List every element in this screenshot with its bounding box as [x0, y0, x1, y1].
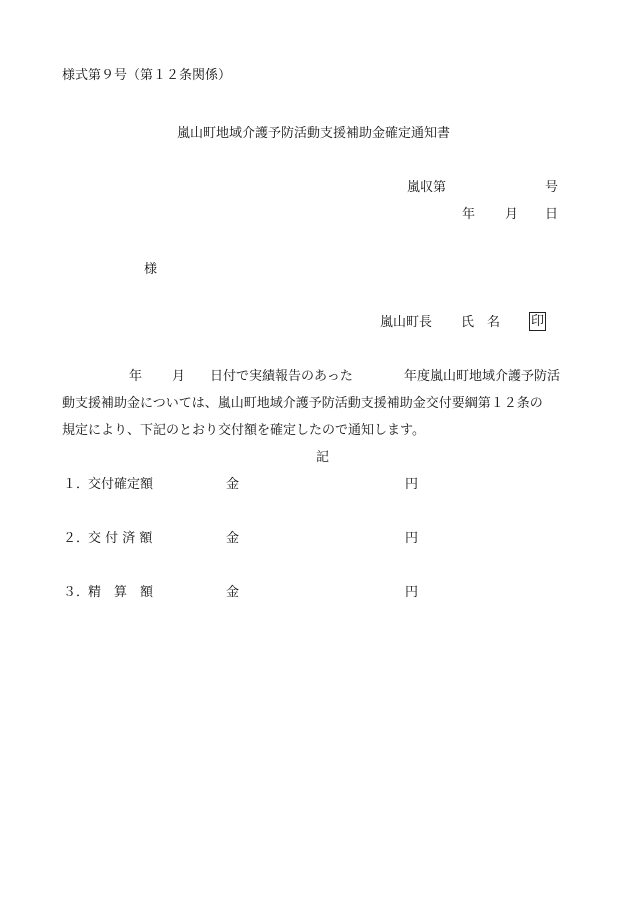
date-year: 年 — [462, 207, 476, 222]
document-title: 嵐山町地域介護予防活動支援補助金確定通知書 — [177, 126, 451, 141]
doc-number-suffix: 号 — [545, 180, 559, 195]
form-label: 様式第９号（第１２条関係） — [62, 68, 232, 83]
body-fiscal-text: 年度嵐山町地域介護予防活 — [404, 369, 561, 384]
sender-name-label: 氏 名 — [461, 315, 501, 330]
seal-text: 印 — [531, 314, 545, 329]
item-yen: 円 — [405, 477, 419, 492]
item-kin: 金 — [226, 585, 240, 600]
body-year: 年 — [129, 369, 143, 384]
item-label: 交 付 済 額 — [88, 531, 153, 546]
item-yen: 円 — [405, 531, 419, 546]
seal-stamp — [529, 312, 546, 331]
item-number: １． — [63, 477, 90, 492]
body-line-2: 動支援補助金については、嵐山町地域介護予防活動支援補助金交付要綱第１２条の — [62, 396, 543, 411]
date-day: 日 — [545, 207, 559, 222]
item-number: ２． — [63, 531, 90, 546]
addressee-honorific: 様 — [144, 262, 158, 277]
date-month: 月 — [505, 207, 519, 222]
body-month: 月 — [172, 369, 186, 384]
item-label: 精 算 額 — [88, 585, 154, 600]
doc-number-prefix: 嵐収第 — [407, 180, 447, 195]
body-day-text: 日付で実績報告のあった — [210, 369, 353, 384]
item-kin: 金 — [226, 477, 240, 492]
sender-title: 嵐山町長 — [380, 315, 433, 330]
body-line-3: 規定により、下記のとおり交付額を確定したので通知します。 — [62, 423, 425, 438]
item-yen: 円 — [405, 585, 419, 600]
ki-heading: 記 — [316, 450, 330, 465]
item-label: 交付確定額 — [88, 477, 154, 492]
item-number: ３． — [63, 585, 90, 600]
item-kin: 金 — [226, 531, 240, 546]
